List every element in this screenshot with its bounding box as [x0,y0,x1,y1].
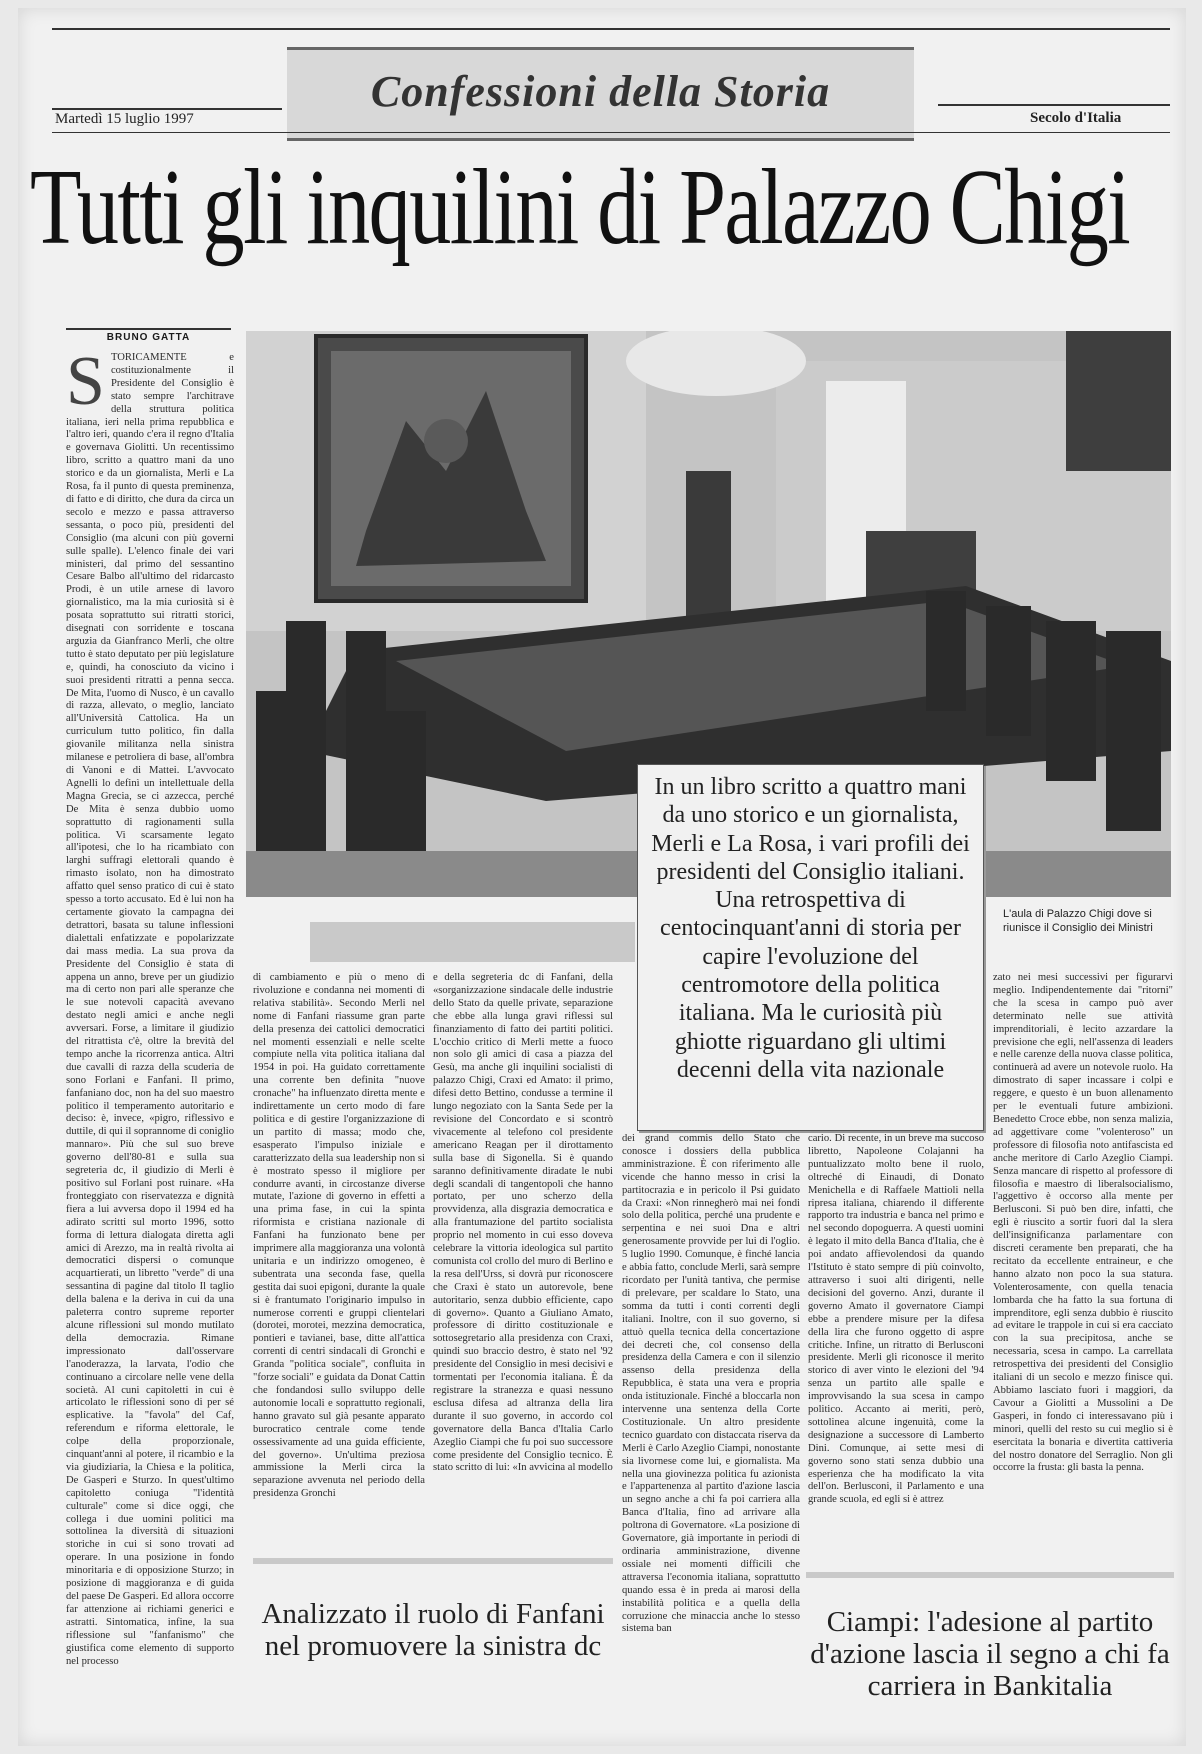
portrait [1066,331,1171,471]
pull-quote-box [637,764,984,1131]
gray-bar-right-subhead [806,1572,1174,1578]
article-column-4: dei grand commis dello Stato che conosce i dossiers della pubblica amministrazione. È con riferimento alle vicende che hanno messo in crisi la partitocrazia e in pericolo il Psi guidato da Craxi: «Non rinnegherò mai nei fondi solo della politica, perché una prudente e serpentina e nei suoi Dna e altri generosamente provvide per lui di l'oglio. 5 luglio 1990. Comunque, è finché lancia e abbia fatto, conclude Merli, sarà sempre ricordato per l'unità tantiva, che permise di prelevare, per scaldare lo Stato, una somma da tutti i conti correnti degli italiani. Inoltre, con il suo governo, si attuò quella tecnica della concertazione dei decreti che, col consenso della presidenza della Camera e con il silenzio assenso della presidenza della Repubblica, è stata una vera e propria onda istituzionale. Finché a bloccarla non intervenne una sentenza della Corte Costituzionale. Un altro presidente tecnico guardato con distaccata riserva da Merli è Carlo Azeglio Ciampi, nonostante sia livornese come lui, e giornalista. Ma nella una giovinezza politica fu azionista e l'appartenenza al partito d'azione lascia un segno anche a chi fa poi carriera alla Banca d'Italia, fino ad arrivare alla poltrona di Governatore. «La posizione di Governatore, già importante in periodi di ordinaria amministrazione, divenne ossiale nei momenti difficili che attraversa l'economia italiana, soprattutto quando essa è in preda ai marosi della instabilità politica e a quella della corruzione che minaccia anche lo stesso sistema ban [622,1133,800,1635]
section-banner [287,47,914,141]
article-column-2: di cambiamento e più o meno di rivoluzione e condanna nei momenti di relativa stabilità». Secondo Merli nel nome di Fanfani riassume gran parte della presenza dei cattolici democratici nel momenti essenziali e nelle scelte compiute nella vita politica italiana dal 1954 in poi. Ha guidato correttamente una corrente ben definita "nuove cronache" ha influenzato diretta mente e indirettamente un certo modo di fare politica e di gestire l'organizzazione di un partito di massa; modo che, esasperato l'impulso iniziale e caratterizzato della sua leadership non si è mostrato spesso il migliore per condurre avanti, in circostanze diverse mutate, l'azione di governo in effetti a una prima fase, in cui la spinta riformista e cristiana nazionale di Fanfani ha funzionato bene per imprimere alla maggioranza una volontà unitaria e un indirizzo omogeneo, è subentrata una seconda fase, quella gestita dai suoi epigoni, durante la quale si è frantumato l'originario impulso in numerose correnti e gruppi clientelari (dorotei, morotei, mezzina democratica, pontieri e tavianei, base, ditte all'attica correnti di centri sindacali di Gronchi e Granda "politica sociale", confluita in "forze sociali" e guidata da Donat Cattin che fondandosi sullo sviluppo delle autonomie locali e soprattutto regionali, hanno gravato sul già pesante apparato burocratico centrale come tende ossessivamente ad una guida efficiente, del governo». Un'ultima preziosa ammissione la Merli circa la separazione avvenuta nel periodo della presidenza Gronchi [253,972,425,1500]
byline: BRUNO GATTA [106,332,191,343]
newspaper-name: Secolo d'Italia [1030,110,1122,126]
masthead-underline [52,132,1170,133]
subhead-fanfani: Analizzato il ruolo di Fanfani nel promuovere la sinistra dc [261,1598,605,1662]
article-column-1 [66,352,234,1732]
article-column-3: e della segreteria dc di Fanfani, della «sorganizzazione sindacale delle industrie dello Stato da quelle private, separazione che ebbe alla lunga gravi riflessi sul finanziamento di fatto dei partiti politici. L'occhio critico di Merli mette a fuoco non solo gli amici di casa a piazza del Gesù, ma anche gli inquilini socialisti di palazzo Chigi, Craxi ed Amato: il primo, difesi detto Bettino, condusse a termine il lungo negoziato con la Santa Sede per la revisione del Concordato e si scontrò vivacemente al telefono col presidente americano Reagan per il dirottamento sulla base di Sigonella. Si è quando saranno definitivamente diradate le nubi degli scandali di tangentopoli che hanno portato, per uno scherzo della provvidenza, alla disgrazia democratica e alla frantumazione del partito socialista proprio nel momento in cui esso doveva celebrare la vittoria ideologica sul partito comunista col crollo del muro di Berlino e la resa dell'Urss, si dovrà pur riconoscere che Craxi è stato un autorevole, bene autoritario, senza dubbio efficiente, capo di governo». Quanto a Giuliano Amato, professore di diritto costituzionale e sottosegretario alla presidenza con Craxi, quindi suo braccio destro, è stato nel '92 presidente del Consiglio in mesi decisivi e tormentati per l'economia italiana. È da registrare la stranezza e quasi nessuno esclusa difesa ad altranza della lira durante il suo governo, in accordo col governatore della Banca d'Italia Carlo Azeglio Ciampi che fu poi suo successore come presidente del Consiglio tecnico. È stato scritto di lui: «In avvicina al modello [433,972,613,1474]
gray-bar-top [310,922,635,962]
drop-cap: S [66,352,105,420]
top-rule [52,28,1170,30]
pull-quote: In un libro scritto a quattro mani da uno storico e un giornalista, Merli e La Rosa, i vari profili dei presidenti del Consiglio italiani. Una retrospettiva di centocinquant'anni di storia per capire l'evoluzione del centromotore della politica italiana. Ma le curiosità più ghiotte riguardano gli ultimi decenni della vita nazionale [651,774,970,1083]
column-1-text: TORICAMENTE e costituzionalmente il Presidente del Consiglio è stato sempre l'architrave della struttura politica italiana, ieri nella prima repubblica e l'altro ieri, quando c'era il regno d'Italia e governava Giolitti. Un recentissimo libro, scritto a quattro mani da uno storico e da un giornalista, Merli e La Rosa, fa il punto di questa preminenza, di fatto e di diritto, che dura da circa un secolo e mezzo e passa attraverso sessanta, o poco più, presidenti del Consiglio (ma alcuni con più governi sulle spalle). L'elenco finale dei vari ministeri, dal primo del sessantino Cesare Balbo all'ultimo del ridarcasto Prodi, è un utile arnese di lavoro giornalistico, ma la mia curiosità si è posata soprattutto sui ritratti storici, disegnati con sorridente e toscana arguzia da Gianfranco Merli, che oltre tutto è stato deputato per più legislature e, quindi, ha conosciuto da vicino i suoi presidenti ritratti a penna secca. De Mita, l'uomo di Nusco, è un cavallo di razza, allevato, o meglio, lanciato all'Università Cattolica. Ha un curriculum tutto politico, fin dalla giovanile militanza nella sinistra milanese e petroliera di base, all'ombra di Vanoni e di Mattei. L'avvocato Agnelli lo definì un intellettuale della Magna Grecia, se ci azzecca, perché De Mita è senza dubbio uomo soprattutto di ragionamenti sulla politica. Vi scarsamente legato all'ipotesi, che lo ha ricambiato con larghi suffragi elettorali quando è rimasto isolato, non ha dimostrato affatto quel senso pratico di cui è stato spesso a torto accusato. Ed è lui non ha certamente giovato la campagna dei detrattori, basata su talune inflessioni dialettali enfatizzate e popolarizzate dai mass media. La sua prova da Presidente del Consiglio è stata di appena un anno, breve per un giudizio ma di certo non pari alle speranze che le sue notevoli capacità avevano destato negli amici e anche negli avversari. Forse, a limitare il giudizio del ritrattista c'è, oltre la brevità del tempo anche la ricorrenza antica. Altri due cavalli di razza della scuderia de sono Forlani e Fanfani. Il primo, fanfaniano doc, non ha del suo maestro politico il temperamento autoritario e deciso: è, invece, «pigro, riflessivo e duttile, di qui il soprannome di coniglio mannaro». Più che sul suo breve governo dell'80-81 e sulla sua segreteria dc, il giudizio di Merli è positivo sul Forlani post ruinare. «Ha fronteggiato con riservatezza e dignità fiera a lui avversa dopo il 1994 ed ha adirato scritti sul morto 1996, sotto forma di lettura dialogata diretta agli amici di Arezzo, ma in realtà rivolta ai democratici dispersi o comunque acquartierati, un libretto "verde" di una sessantina di pagine dal titolo Il taglio della balena e la deriva in cui da una paleterra contro supreme reporter alcune riflessioni sul mondo mutilato della democrazia. Rimane impressionato dall'osservare l'anoderazza, la larvata, l'odio che continuano a circolare nelle vene della società. Al cuni capitoletti in cui è articolato le riflessioni sono di per sé esplicative. la "favola" del Caf, referendum e riforma elettorale, le colpe della proporzionale, cinquant'anni al potere, il ricambio e la via giudiziaria, la Chiesa e la politica, De Gasperi e Sturzo. In quest'ultimo capitoletto coniuga "l'identità culturale" come si dice oggi, che collega i due uomini politici ma sottolinea la diversità di situazioni storiche in cui si sono trovati ad operare. In una posizione in fondo minoritaria e di opposizione Sturzo; in posizione di maggioranza e di guida del paese De Gasperi. Ed allora occorre far attenzione ai richiami generici e astratti. Sintomatica, infine, la sua riflessione sul "fanfanismo" che giustifica come elemento di supporto nel processo [66,352,234,1667]
date-rule-left [52,108,282,110]
headline: Tutti gli inquilini di Palazzo Chigi [30,148,1130,267]
section-title: Confessioni della Storia [370,67,831,116]
photo-caption: L'aula di Palazzo Chigi dove si riunisce il Consiglio dei Ministri [1003,908,1153,934]
subhead-ciampi: Ciampi: l'adesione al partito d'azione lascia il segno a chi fa carriera in Bankitalia [810,1606,1170,1702]
article-column-6: zato nei mesi successivi per figurarvi meglio. Indipendentemente dai "ritorni" che la scesa in campo può aver determinato nelle sue attività imprenditoriali, è lecito azzardare la previsione che egli, nell'assenza di leaders e nelle carenze della nuova classe politica, continuerà ad avere un notevole ruolo. Ha dimostrato di saper incassare i colpi e reggere, e questo è un buon allenamento per le eventuali future ambizioni. Benedetto Croce ebbe, non senza malizia, ad aggettivare come "volenteroso" un professore di filosofia noto antifascista ed anche meritore di Carlo Azeglio Ciampi. Senza mancare di rispetto al professore di filosofia e maestro di liberalsocialismo, l'aggettivo è occorso alla mente per Berlusconi. Si può ben dire, infatti, che egli è riuscito a sortir fuori dal la slera dell'insignificanza parlamentare con discreti ceramente ben preparati, che ha recitato da eccellente entraineur, e che hanno alzato non poco la sua statura. Volenterosamente, con quella tenacia lombarda che ha fatto la sua fortuna di imprenditore, egli senza dubbio è riuscito ad evitare le trappole in cui si era cacciato con la sua precipitosa, anche se necessaria, scesa in campo. La carrellata retrospettiva dei presidenti del Consiglio italiani di un secolo e mezzo finisce qui. Abbiamo lasciato fuori i maggiori, da Cavour a Giolitti a Mussolini a De Gasperi, in fondo ci interessavano più i minori, quelli del resto su cui meglio si è esercitata la bonaria e divertita cattiveria del nostro donatore del Serraglio. Non gli occorre la frusta: gli basta la penna. [993,972,1173,1474]
door [686,471,731,636]
date-rule-right [938,104,1170,106]
issue-date: Martedì 15 luglio 1997 [55,111,194,127]
gray-bar-left-subhead [253,1558,613,1564]
byline-rule [66,328,231,330]
article-column-5: cario. Di recente, in un breve ma succoso libretto, Napoleone Colajanni ha puntualizzato molto bene il ruolo, oltreché di Einaudi, di Donato Menichella e di Raffaele Mattioli nella ripresa italiana, chiarendo il differente rapporto tra industria e banca nel primo e nel secondo dopoguerra. A questi uomini è legato il mito della Banca d'Italia, che è poi andato affievolendosi da quando l'Istituto è stato sempre di più coinvolto, attraverso i suoi alti dirigenti, nelle decisioni del governo. Anzi, durante il governo Amato il governatore Ciampi ebbe a prendere misure per la difesa della lira che furono oggetto di aspre critiche. Infine, un ritratto di Berlusconi presidente. Merli gli riconosce il merito storico di aver vinto le elezioni del '94 senza un partito alle spalle e improvvisando la sua scesa in campo politico. Accanto ai meriti, però, sottolinea alcune ingenuità, come la designazione a successore di Lamberto Dini. Comunque, ai sette mesi di governo sono stati senza dubbio una esperienza che ha modificato la vita dell'on. Berlusconi, il Parlamento e una grande scuola, ed egli si è attrez [808,1133,984,1506]
